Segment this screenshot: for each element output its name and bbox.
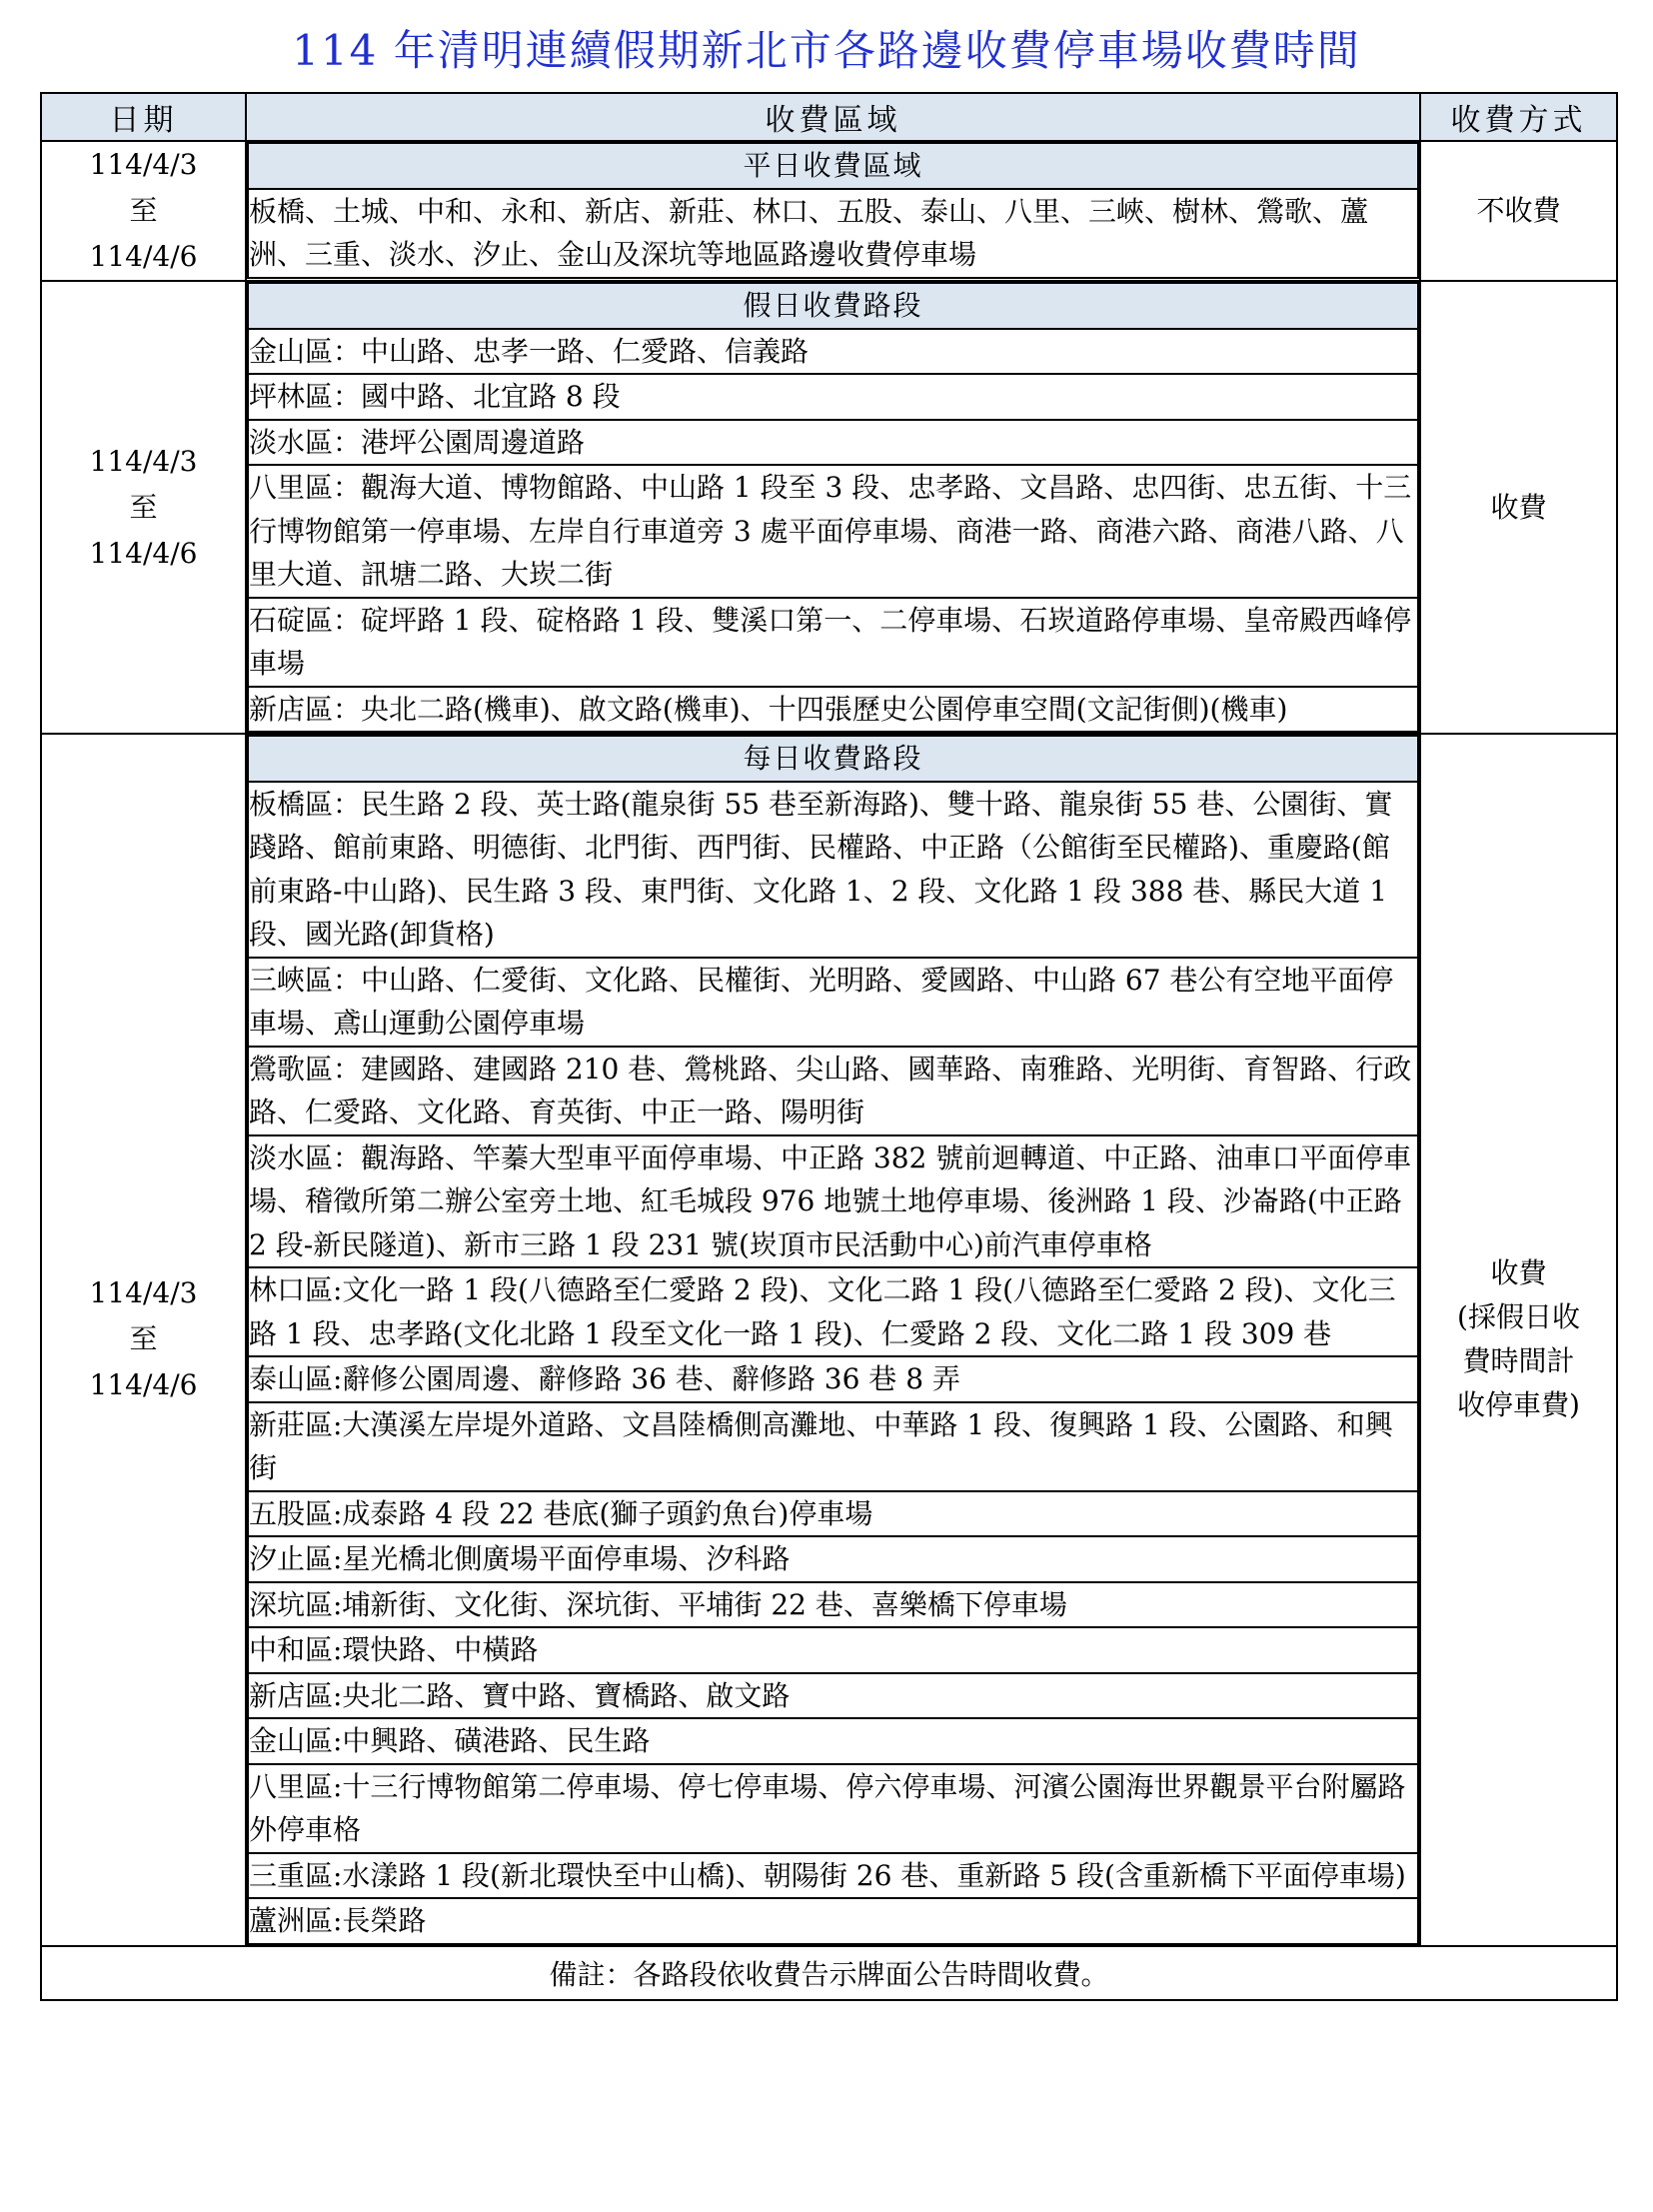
area-row: 泰山區:辭修公園周邊、辭修路 36 巷、辭修路 36 巷 8 弄 <box>248 1356 1418 1402</box>
area-row: 八里區：觀海大道、博物館路、中山路 1 段至 3 段、忠孝路、文昌路、忠四街、忠五街、十三行博物館第一停車場、左岸自行車道旁 3 處平面停車場、商港一路、商港六路、商港八路、八里大道、訊塘二路、大崁二街 <box>248 465 1418 598</box>
area-row: 三重區:水漾路 1 段(新北環快至中山橋)、朝陽街 26 巷、重新路 5 段(含重新橋下平面停車場) <box>248 1853 1418 1899</box>
section-header: 假日收費路段 <box>248 283 1418 329</box>
header-method: 收費方式 <box>1420 93 1617 141</box>
footnote-row <box>41 1946 1617 2000</box>
date-separator: 至 <box>129 490 158 524</box>
fee-method <box>1420 734 1617 1946</box>
fee-method-label: 收費 <box>1490 1256 1547 1290</box>
fee-method-label: 不收費 <box>1476 194 1561 227</box>
area-row: 淡水區：港坪公園周邊道路 <box>248 420 1418 466</box>
area-list <box>247 735 1419 1945</box>
date-start: 114/4/3 <box>89 148 198 181</box>
area-row: 新店區:央北二路、寶中路、寶橋路、啟文路 <box>248 1673 1418 1719</box>
area-row: 淡水區：觀海路、竿蓁大型車平面停車場、中正路 382 號前迴轉道、中正路、油車口平面停車場、稽徵所第二辦公室旁土地、紅毛城段 976 地號土地停車場、後洲路 1 段、沙崙路(中正路 2 段-新民隧道)、新市三路 1 段 231 號(崁頂市民活動中心)前汽車停車格 <box>248 1135 1418 1268</box>
date-end: 114/4/6 <box>89 240 198 273</box>
area-cell <box>246 734 1420 1946</box>
date-start: 114/4/3 <box>89 1276 198 1310</box>
area-row: 新莊區:大漢溪左岸堤外道路、文昌陸橋側高灘地、中華路 1 段、復興路 1 段、公園路、和興街 <box>248 1402 1418 1491</box>
date-range <box>41 734 246 1946</box>
group-weekday <box>41 141 1617 281</box>
section-header: 每日收費路段 <box>248 736 1418 782</box>
fee-method-note: 收停車費) <box>1457 1388 1580 1422</box>
fee-method-note: 費時間計 <box>1462 1344 1575 1378</box>
fee-method <box>1420 281 1617 734</box>
area-row: 板橋區：民生路 2 段、英士路(龍泉街 55 巷至新海路)、雙十路、龍泉街 55 巷、公園街、實踐路、館前東路、明德街、北門街、西門街、民權路、中正路（公館街至民權路)、重慶路(館前東路-中山路)、民生路 3 段、東門街、文化路 1、2 段、文化路 1 段 388 巷、縣民大道 1 段、國光路(卸貨格) <box>248 782 1418 958</box>
area-row: 金山區:中興路、磺港路、民生路 <box>248 1718 1418 1764</box>
area-row: 金山區：中山路、忠孝一路、仁愛路、信義路 <box>248 329 1418 375</box>
date-end: 114/4/6 <box>89 1368 198 1402</box>
area-row: 深坑區:埔新街、文化街、深坑街、平埔街 22 巷、喜樂橋下停車場 <box>248 1582 1418 1628</box>
fee-method <box>1420 141 1617 281</box>
group-daily <box>41 734 1617 1946</box>
parking-fee-table <box>40 92 1618 2001</box>
area-row: 八里區:十三行博物館第二停車場、停七停車場、停六停車場、河濱公園海世界觀景平台附屬路外停車格 <box>248 1764 1418 1853</box>
date-range <box>41 141 246 281</box>
area-row: 中和區:環快路、中橫路 <box>248 1627 1418 1673</box>
fee-method-label: 收費 <box>1490 490 1547 524</box>
date-separator: 至 <box>129 1322 158 1356</box>
area-row: 林口區:文化一路 1 段(八德路至仁愛路 2 段)、文化二路 1 段(八德路至仁愛路 2 段)、文化三路 1 段、忠孝路(文化北路 1 段至文化一路 1 段)、仁愛路 2 段、文化二路 1 段 309 巷 <box>248 1267 1418 1356</box>
area-row: 新店區：央北二路(機車)、啟文路(機車)、十四張歷史公園停車空間(文記街側)(機車) <box>248 687 1418 733</box>
page-title: 114 年清明連續假期新北市各路邊收費停車場收費時間 <box>292 26 1361 75</box>
area-row: 汐止區:星光橋北側廣場平面停車場、汐科路 <box>248 1536 1418 1582</box>
area-row: 五股區:成泰路 4 段 22 巷底(獅子頭釣魚台)停車場 <box>248 1491 1418 1537</box>
date-end: 114/4/6 <box>89 536 198 570</box>
area-row: 板橋、土城、中和、永和、新店、新莊、林口、五股、泰山、八里、三峽、樹林、鶯歌、蘆洲、三重、淡水、汐止、金山及深坑等地區路邊收費停車場 <box>248 189 1418 278</box>
area-row: 坪林區：國中路、北宜路 8 段 <box>248 374 1418 420</box>
area-row: 鶯歌區：建國路、建國路 210 巷、鶯桃路、尖山路、國華路、南雅路、光明街、育智路、行政路、仁愛路、文化路、育英街、中正一路、陽明街 <box>248 1047 1418 1135</box>
area-cell <box>246 281 1420 734</box>
header-row <box>41 93 1617 141</box>
date-range <box>41 281 246 734</box>
date-start: 114/4/3 <box>89 444 198 478</box>
date-separator: 至 <box>129 194 158 227</box>
area-list <box>247 142 1419 279</box>
footnote: 備註：各路段依收費告示牌面公告時間收費。 <box>41 1946 1617 2000</box>
area-row: 蘆洲區:長榮路 <box>248 1898 1418 1944</box>
area-cell <box>246 141 1420 281</box>
group-holiday <box>41 281 1617 734</box>
area-row: 三峽區：中山路、仁愛街、文化路、民權街、光明路、愛國路、中山路 67 巷公有空地平面停車場、鳶山運動公園停車場 <box>248 958 1418 1047</box>
header-date: 日期 <box>41 93 246 141</box>
area-list <box>247 282 1419 733</box>
section-header: 平日收費區域 <box>248 143 1418 189</box>
area-row: 石碇區：碇坪路 1 段、碇格路 1 段、雙溪口第一、二停車場、石崁道路停車場、皇帝殿西峰停車場 <box>248 598 1418 687</box>
header-area: 收費區域 <box>246 93 1420 141</box>
fee-method-note: (採假日收 <box>1457 1300 1580 1334</box>
